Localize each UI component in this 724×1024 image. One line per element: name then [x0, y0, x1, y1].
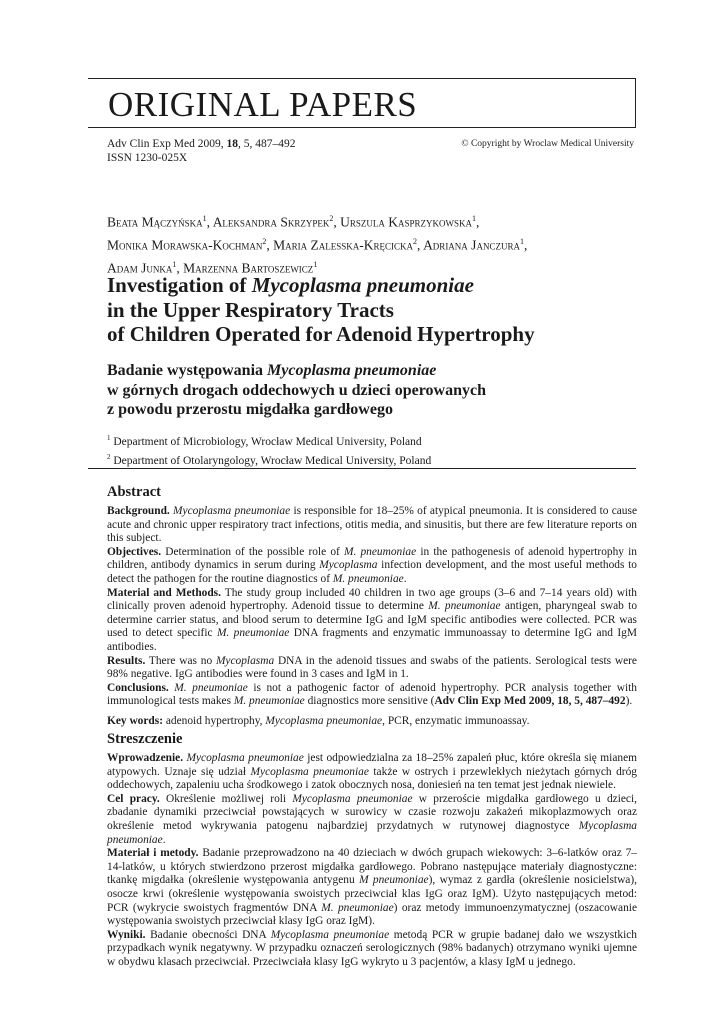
- author-affil-mark: 2: [413, 237, 418, 246]
- para-label: Wyniki.: [107, 928, 146, 941]
- text: There was no: [145, 654, 216, 667]
- affiliation-number: 2: [107, 452, 111, 461]
- species: M. pneumoniae: [174, 681, 248, 694]
- section-banner: [88, 78, 636, 128]
- para-label: Material and Methods.: [107, 586, 221, 599]
- affiliation: [107, 431, 431, 450]
- species: Mycoplasma pneumoniae: [270, 928, 390, 941]
- title-line: [107, 273, 627, 298]
- streszczenie-wprowadzenie: [107, 752, 637, 793]
- species: M. pneumoniae: [233, 695, 305, 708]
- text: DNA fragments and enzymatic immunoassay to determine IgG and IgM antibodies.: [107, 627, 637, 653]
- author: Beata Mączyńska: [107, 214, 203, 230]
- title-species: Mycoplasma pneumoniae: [251, 273, 474, 297]
- author: Marzenna Bartoszewicz: [183, 260, 314, 276]
- author-affil-mark: 1: [202, 214, 207, 223]
- para-label: Materiał i metody.: [107, 847, 199, 860]
- author: Monika Morawska-Kochman: [107, 237, 263, 253]
- text: metodą PCR w grupie badanej dało we wszystkich przypadkach wynik negatywny. W przypadku oznaczeń serologicznych (98% badanych) otrzymano wyniki ujemne w obydwu klasach przeciwciał. Przeciwciała klasy IgG wykryto u 3 pacjentów, a klasy IgM u jednego.: [107, 928, 637, 968]
- para-label: Wprowadzenie.: [107, 752, 184, 764]
- affiliation-text: Department of Microbiology, Wrocław Medical University, Poland: [110, 435, 422, 448]
- journal-citation: [107, 137, 295, 165]
- species: M pneumoniae: [359, 874, 429, 887]
- streszczenie-body: [107, 752, 637, 970]
- citation-line: [107, 137, 295, 151]
- abstract-results: [107, 655, 637, 682]
- copyright-notice: © Copyright by Wroclaw Medical University: [461, 139, 634, 149]
- section-banner-title: ORIGINAL PAPERS: [108, 85, 418, 124]
- affiliation-text: Department of Otolaryngology, Wrocław Medical University, Poland: [110, 454, 432, 467]
- author-affil-mark: 1: [313, 260, 318, 269]
- divider: [88, 468, 636, 469]
- text: diagnostics more sensitive (: [304, 695, 435, 708]
- text: , PCR, enzymatic immunoassay.: [382, 714, 530, 727]
- streszczenie-wyniki: [107, 929, 637, 970]
- abstract-body: [107, 505, 637, 729]
- text: .: [162, 833, 166, 846]
- abstract-background: [107, 505, 637, 546]
- species: M. pneumoniae: [428, 600, 501, 613]
- title-line: z powodu przerostu migdałka gardłowego: [107, 401, 393, 418]
- species: Mycoplasma pneumoniae: [250, 765, 369, 778]
- paper-title-polish: [107, 361, 627, 420]
- abstract-conclusions: [107, 682, 637, 709]
- author: Adriana Janczura: [423, 237, 520, 253]
- affiliation: [107, 450, 431, 469]
- citation-volume: 18: [226, 138, 238, 150]
- abstract-methods: [107, 587, 637, 655]
- species: Mycoplasma pneumoniae: [173, 505, 291, 517]
- text: Badanie obecności DNA: [145, 928, 271, 941]
- key-words: [107, 715, 637, 729]
- species: M. pneumoniae: [216, 627, 290, 640]
- streszczenie-metody: [107, 847, 637, 929]
- author-list: Beata Mączyńska$^1$, Aleksandra Skrzypek$^2$, Urszula Kasprzykowska$^1$, Monika Morawska-Kochman$^2$, Maria Zalesska-Kręcicka$^2$, Adriana Janczura$^1$, Adam Junka$^1$, Marzenna Bartoszewicz$^1$: [107, 214, 528, 276]
- citation-pages: , 5, 487–492: [237, 138, 296, 150]
- text: is not a pathogenic factor of adenoid hypertrophy. PCR analysis together with immunological tests makes: [107, 681, 637, 708]
- text: .: [403, 572, 407, 585]
- text: w przeroście migdałka gardłowego u dzieci, zbadanie dynamiki przeciwciał powstających w surowicy w czasie rozwoju zakażeń mikoplazmowych oraz określenie metod wykrywania patogenu najbardziej przydatnych w rutynowej diagnostyce: [107, 792, 637, 832]
- text: Determination of the possible role of: [161, 545, 344, 558]
- para-label: Background.: [107, 505, 170, 517]
- streszczenie-heading: Streszczenie: [107, 731, 183, 747]
- author-affil-mark: 1: [519, 237, 524, 246]
- title-line: [107, 361, 627, 381]
- citation-prefix: Adv Clin Exp Med 2009,: [107, 138, 227, 150]
- text: ).: [625, 695, 633, 708]
- species: M. pneumoniae: [321, 901, 394, 914]
- para-label: Key words:: [107, 714, 163, 727]
- species: Mycoplasma pneumoniae: [186, 752, 304, 764]
- species: Mycoplasma: [319, 559, 378, 572]
- text: DNA in the adenoid tissues and swabs of the patients. Serological tests were 98% negative. IgG antibodies were found in 3 cases and IgM in 1.: [107, 654, 637, 681]
- author: Maria Zalesska-Kręcicka: [273, 237, 414, 253]
- title-text: Badanie występowania: [107, 362, 268, 379]
- text: The study group included 40 children in two age groups (3–6 and 7–14 years old) with clinically proven adenoid hypertrophy. Adenoid tissue to determine: [107, 586, 637, 613]
- streszczenie-cel-pracy: [107, 793, 637, 847]
- species: Mycoplasma pneumoniae: [265, 714, 383, 727]
- text: Określenie możliwej roli: [159, 792, 293, 805]
- author-affil-mark: 2: [329, 214, 334, 223]
- para-label: Cel pracy.: [107, 792, 160, 805]
- text: ), wymaz z gardła (określenie nosicielstwa), osocze krwi (określenie występowania swoistych przeciwciał klas IgG oraz IgM). Użyto następujących metod: PCR (wykrycie swoistych fragmentów DNA: [107, 874, 637, 914]
- title-line: in the Upper Respiratory Tracts: [107, 297, 394, 322]
- para-label: Conclusions.: [107, 681, 169, 694]
- title-species: Mycoplasma pneumoniae: [267, 362, 437, 379]
- citation-ref: Adv Clin Exp Med 2009, 18, 5, 487–492: [434, 695, 626, 708]
- text: in the pathogenesis of adenoid hypertrophy in children, antibody dynamics in serum during: [107, 545, 637, 572]
- author: Adam Junka: [107, 260, 173, 276]
- author-affil-mark: 1: [172, 260, 177, 269]
- species: M. pneumoniae: [343, 545, 417, 558]
- paper-title-english: [107, 273, 627, 347]
- author: Aleksandra Skrzypek: [212, 214, 330, 230]
- species: Mycoplasma: [215, 654, 275, 667]
- text: Badanie przeprowadzono na 40 dzieciach w dwóch grupach wiekowych: 3–6-latków oraz 7–14-latków, u których stwierdzono przerost migdałka gardłowego. Pobrano następujące materiały diagnostyczne: tkankę migdałka (określenie występowania antygenu: [107, 847, 637, 887]
- author-affil-mark: 2: [262, 237, 267, 246]
- author-affil-mark: 1: [471, 214, 476, 223]
- species: Mycoplasma pneumoniae: [292, 792, 413, 805]
- title-text: Investigation of: [107, 273, 252, 297]
- author: Urszula Kasprzykowska: [340, 214, 472, 230]
- title-line: w górnych drogach oddechowych u dzieci operowanych: [107, 381, 486, 399]
- title-line: of Children Operated for Adenoid Hypertrophy: [107, 322, 535, 346]
- issn: ISSN 1230-025X: [107, 152, 188, 164]
- species: M. pneumoniae: [332, 572, 404, 585]
- text: jest odpowiedzialna za 18–25% zapaleń płuc, które określa się mianem atypowych. Uznaje się udział: [107, 752, 637, 778]
- text: także w ostrych i przewlekłych nieżytach górnych dróg oddechowych, zapaleniu ucha środkowego i zatok obocznych nosa, doniesień na ten temat jest jednak niewiele.: [107, 765, 637, 792]
- text: ) oraz metody immunoenzymatycznej (oszacowanie występowania swoistych przeciwciał klasy IgG oraz IgM).: [107, 901, 637, 928]
- text: adenoid hypertrophy,: [163, 714, 266, 727]
- abstract-heading: Abstract: [107, 484, 161, 500]
- text: is responsible for 18–25% of atypical pneumonia. It is considered to cause acute and chronic upper respiratory tract infections, otitis media, and sinusitis, but there are few literature reports on this subject.: [107, 505, 637, 545]
- affiliations: [107, 431, 431, 469]
- affiliation-number: 1: [107, 434, 111, 442]
- abstract-objectives: [107, 546, 637, 587]
- para-label: Objectives.: [107, 545, 162, 558]
- species: Mycoplasma pneumoniae: [107, 819, 637, 846]
- text: infection development, and the most useful methods to detect the pathogen for the routine diagnostics of: [107, 559, 637, 585]
- para-label: Results.: [107, 654, 146, 667]
- text: antigen, pharyngeal swab to determine carrier status, and blood serum to determine IgG and IgM specific antibodies were collected. PCR was used to detect specific: [107, 600, 638, 640]
